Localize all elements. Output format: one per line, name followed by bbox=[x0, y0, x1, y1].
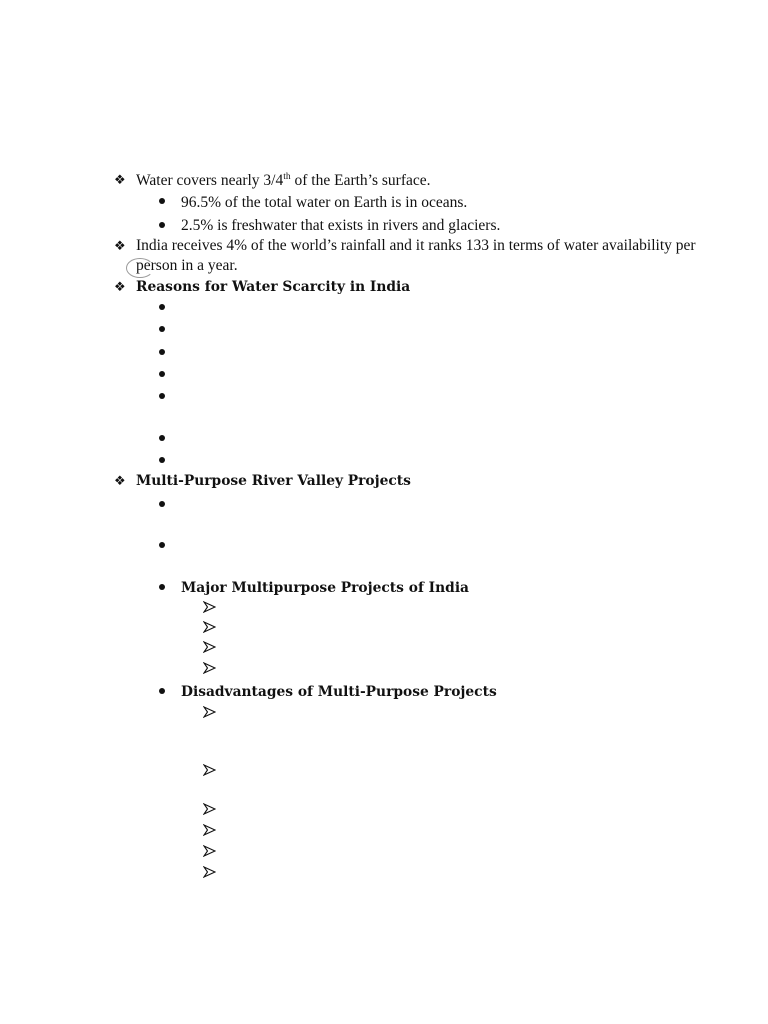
bullet-dot-icon bbox=[159, 222, 165, 228]
heading-major-multipurpose-projects: Major Multipurpose Projects of India bbox=[181, 580, 469, 596]
heading-reasons-water-scarcity: Reasons for Water Scarcity in India bbox=[136, 279, 411, 295]
arrow-bullet-icon bbox=[203, 764, 216, 776]
arrow-bullet-icon bbox=[203, 601, 216, 613]
empty-bullet-icon bbox=[159, 371, 165, 377]
subpoint-oceans: 96.5% of the total water on Earth is in oceans. bbox=[181, 194, 468, 211]
empty-bullet-icon bbox=[159, 435, 165, 441]
diamond-bullet-icon: ❖ bbox=[114, 279, 126, 294]
bullet-dot-icon bbox=[159, 584, 165, 590]
arrow-bullet-icon bbox=[203, 641, 216, 653]
arrow-bullet-icon bbox=[203, 824, 216, 836]
india-rainfall-line-2: person in a year. bbox=[136, 257, 238, 274]
bullet-dot-icon bbox=[159, 688, 165, 694]
empty-bullet-icon bbox=[159, 501, 165, 507]
empty-bullet-icon bbox=[159, 326, 165, 332]
empty-bullet-icon bbox=[159, 304, 165, 310]
diamond-bullet-icon: ❖ bbox=[114, 172, 126, 187]
heading-multipurpose-projects: Multi-Purpose River Valley Projects bbox=[136, 473, 411, 489]
arrow-bullet-icon bbox=[203, 803, 216, 815]
arrow-bullet-icon bbox=[203, 866, 216, 878]
arrow-bullet-icon bbox=[203, 621, 216, 633]
empty-bullet-icon bbox=[159, 457, 165, 463]
subpoint-freshwater: 2.5% is freshwater that exists in rivers and glaciers. bbox=[181, 217, 501, 234]
pen-annotation-mark bbox=[126, 258, 154, 278]
empty-bullet-icon bbox=[159, 349, 165, 355]
empty-bullet-icon bbox=[159, 393, 165, 399]
empty-bullet-icon bbox=[159, 542, 165, 548]
diamond-bullet-icon: ❖ bbox=[114, 238, 126, 253]
diamond-bullet-icon: ❖ bbox=[114, 473, 126, 488]
water-cover-text: Water covers nearly 3/4th of the Earth’s surface. bbox=[136, 172, 431, 189]
arrow-bullet-icon bbox=[203, 845, 216, 857]
superscript-th: th bbox=[283, 172, 291, 182]
heading-disadvantages-multipurpose: Disadvantages of Multi-Purpose Projects bbox=[181, 684, 497, 700]
arrow-bullet-icon bbox=[203, 706, 216, 718]
arrow-bullet-icon bbox=[203, 662, 216, 674]
bullet-dot-icon bbox=[159, 198, 165, 204]
india-rainfall-line-1: India receives 4% of the world’s rainfall and it ranks 133 in terms of water availability per bbox=[136, 237, 696, 254]
